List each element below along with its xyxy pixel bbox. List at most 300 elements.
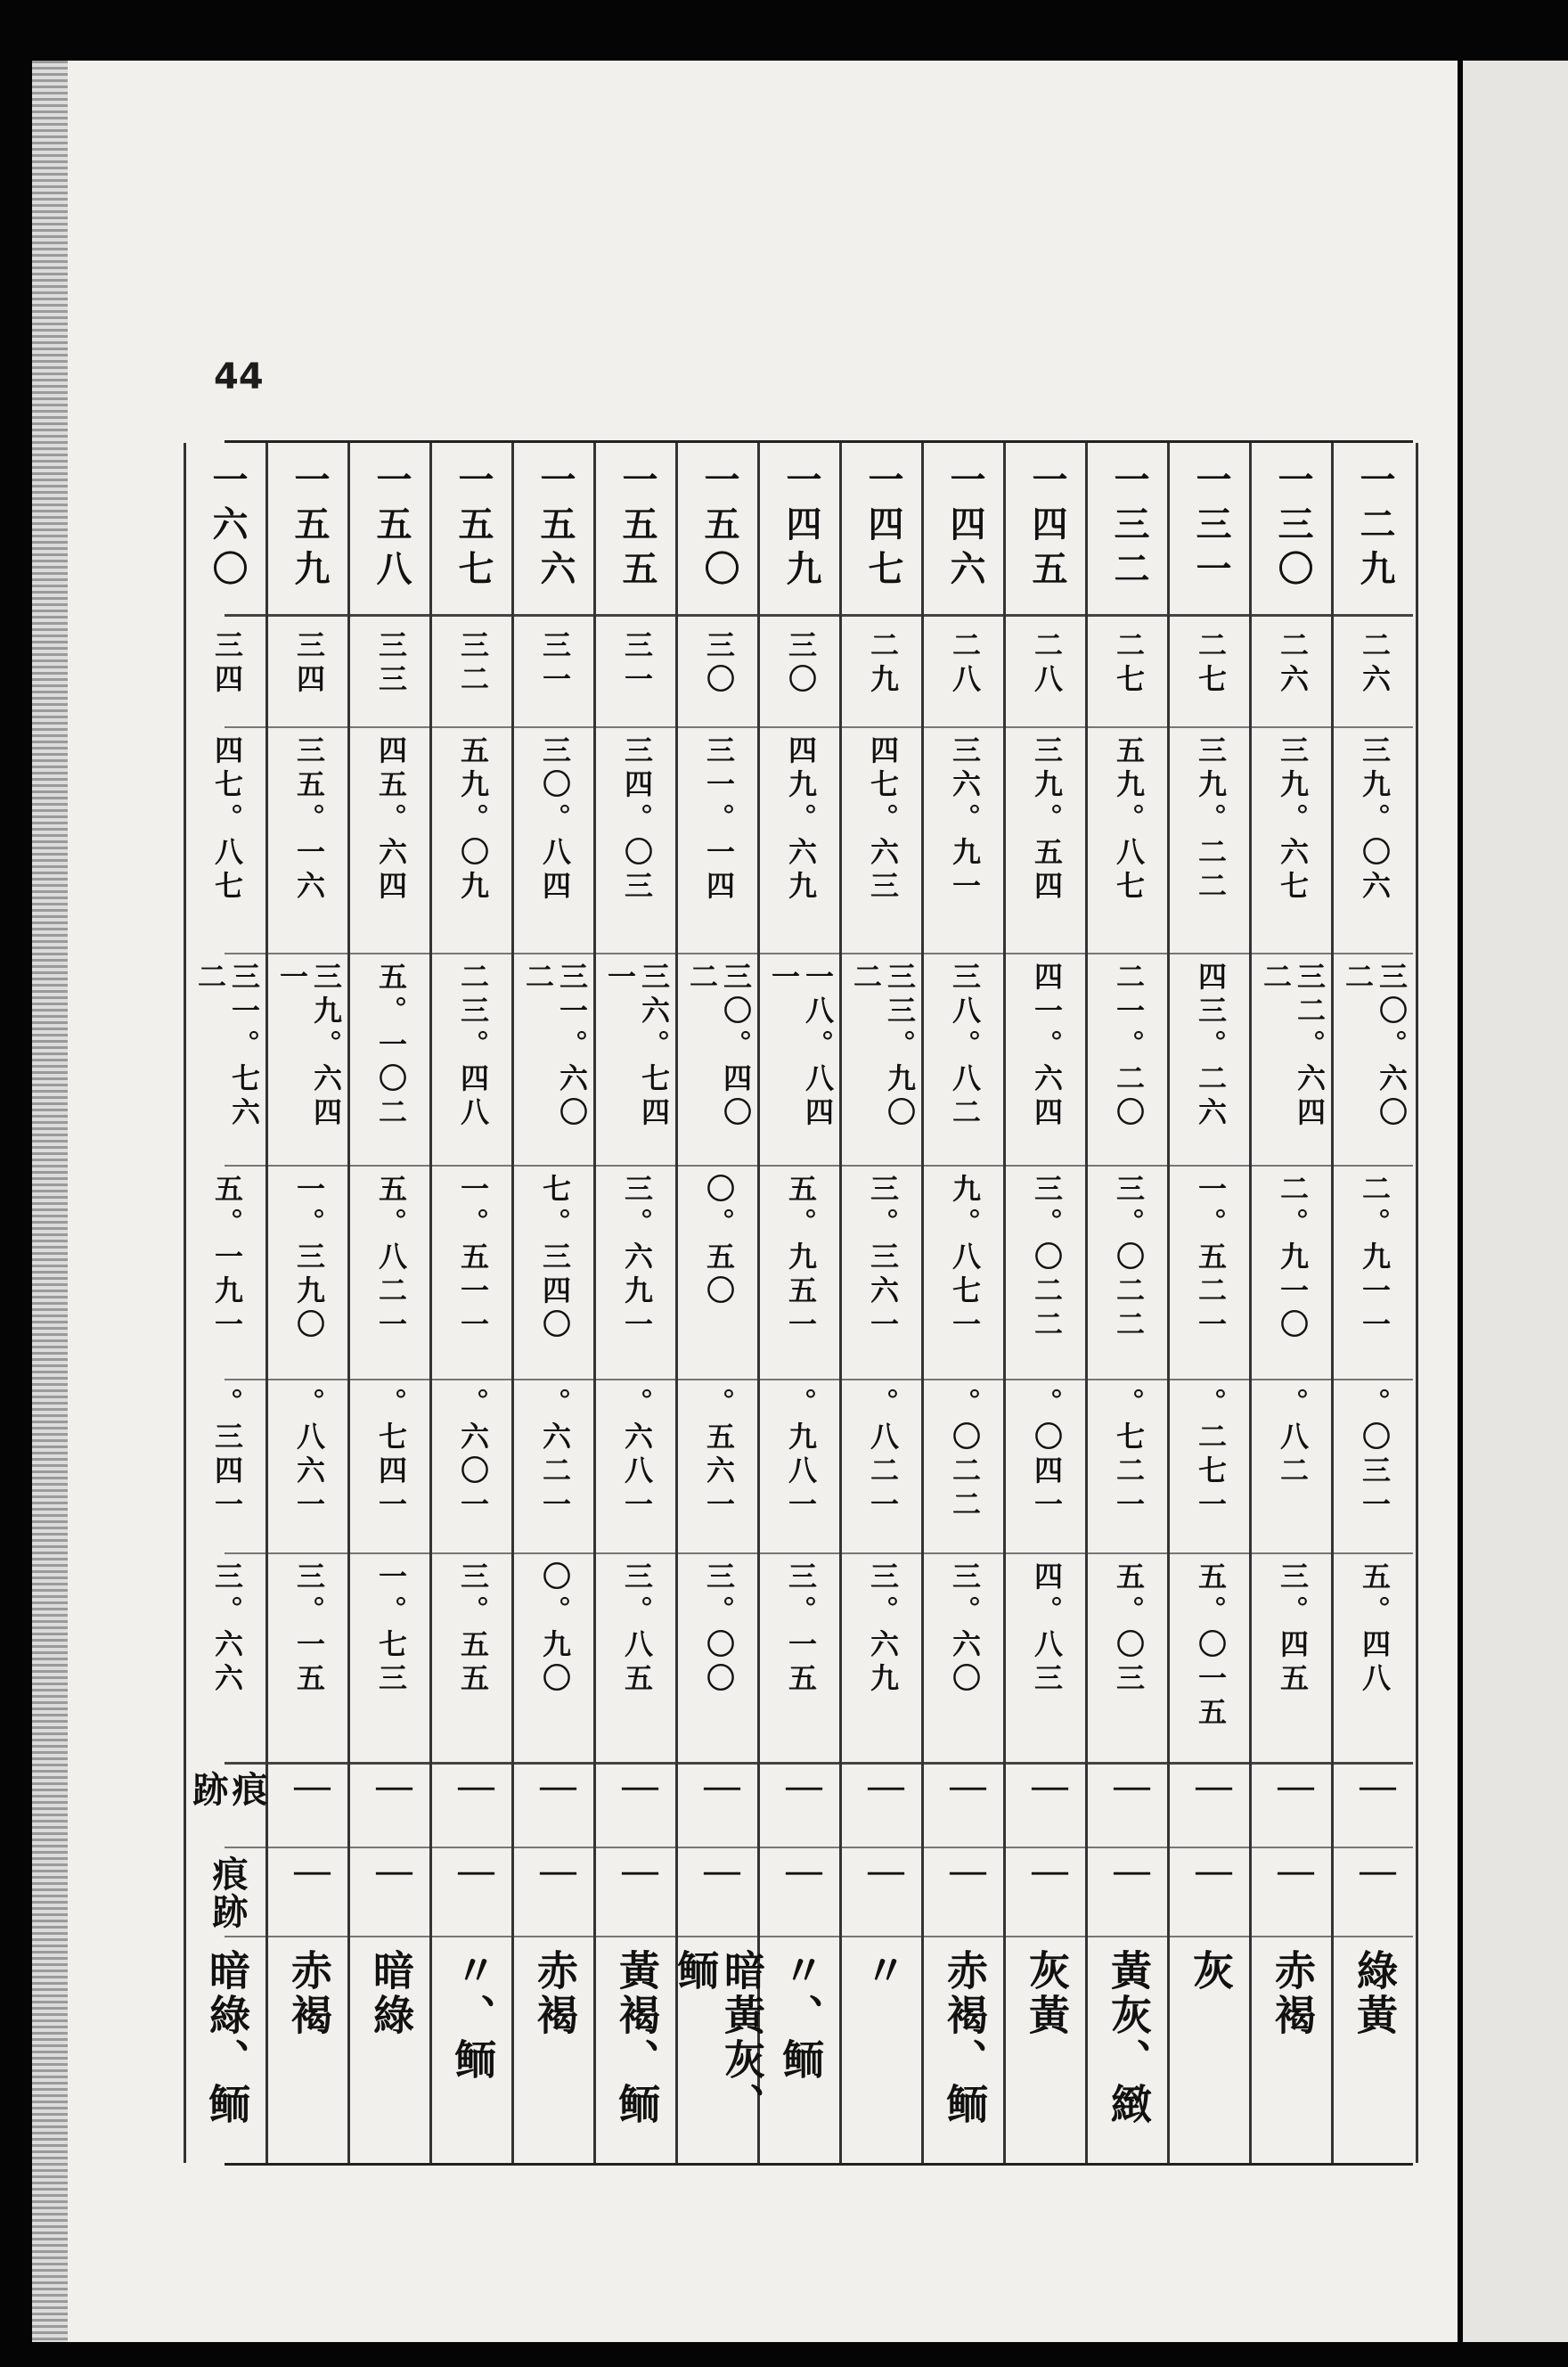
cell-text: 五。〇三 xyxy=(1112,1561,1146,1697)
cell-text: 〃、鲕 xyxy=(449,1949,497,2083)
cell-text: 三六。七四一 xyxy=(603,962,671,1131)
cell-text: 四。八三 xyxy=(1030,1561,1064,1697)
cell-text: 三九。六七 xyxy=(1276,735,1310,905)
cell-text: 二八 xyxy=(948,630,982,698)
cell-text: 七。三四〇 xyxy=(538,1174,572,1343)
table-cell-b xyxy=(924,735,1006,949)
cell-text: 四五。六四 xyxy=(374,735,408,905)
cell-text: 三一。七六二 xyxy=(193,962,261,1131)
cell-text: 三二。六四二 xyxy=(1259,962,1327,1131)
cell-text: 。八二一 xyxy=(866,1388,900,1523)
cell-text: 五。一九一 xyxy=(210,1174,244,1343)
table-cell-color xyxy=(672,1949,766,2158)
cell-text: 一八。八四一 xyxy=(767,962,835,1131)
cell-text: ｜ xyxy=(1026,1855,1068,1893)
table-cell-g xyxy=(760,1771,842,1844)
table-cell-e xyxy=(186,1388,268,1550)
table-cell-id xyxy=(678,461,760,612)
cell-text: ｜ xyxy=(617,1771,658,1808)
table-cell-a xyxy=(596,630,678,726)
table-cell-a xyxy=(1088,630,1170,726)
table-cell-b xyxy=(268,735,350,949)
table-cell-f xyxy=(1252,1561,1334,1759)
cell-text: 四九。六九 xyxy=(784,735,818,905)
table-column xyxy=(265,443,350,2163)
table-cell-e xyxy=(1334,1388,1416,1550)
table-cell-g xyxy=(1170,1771,1252,1844)
table-cell-e xyxy=(432,1388,514,1550)
cell-text: 二。九一〇 xyxy=(1276,1174,1310,1343)
table-cell-c xyxy=(842,962,924,1162)
table-cell-id xyxy=(186,461,268,612)
cell-text: 灰黃 xyxy=(1023,1949,1071,2038)
table-cell-f xyxy=(432,1561,514,1759)
table-column xyxy=(511,443,596,2163)
data-table xyxy=(187,440,1413,2166)
cell-text: ｜ xyxy=(289,1855,331,1893)
cell-text: 一四七 xyxy=(862,461,903,594)
table-column xyxy=(672,443,766,2163)
cell-text: 灰 xyxy=(1187,1949,1235,1994)
cell-text: 三。八五 xyxy=(620,1561,654,1697)
table-column xyxy=(757,443,842,2163)
cell-text: 一。三九〇 xyxy=(292,1174,326,1343)
table-column xyxy=(1003,443,1088,2163)
table-cell-f xyxy=(268,1561,350,1759)
table-cell-id xyxy=(514,461,596,612)
cell-text: 五。四八 xyxy=(1358,1561,1392,1697)
table-column xyxy=(184,443,268,2163)
cell-text: 三。六九一 xyxy=(620,1174,654,1343)
table-cell-color xyxy=(1334,1949,1416,2158)
cell-text: 一五六 xyxy=(535,461,576,594)
cell-text: 。八六一 xyxy=(292,1388,326,1523)
cell-text: 二七 xyxy=(1194,630,1228,698)
cell-text: 三〇 xyxy=(784,630,818,698)
table-cell-g xyxy=(1252,1771,1334,1844)
table-cell-a xyxy=(350,630,432,726)
table-cell-color xyxy=(760,1949,842,2158)
table-cell-h xyxy=(760,1855,842,1934)
cell-text: ｜ xyxy=(453,1855,494,1893)
table-cell-d xyxy=(678,1174,760,1377)
table-column xyxy=(347,443,432,2163)
table-cell-g xyxy=(186,1771,268,1844)
table-cell-c xyxy=(432,962,514,1162)
cell-text: 一四五 xyxy=(1026,461,1067,594)
table-cell-id xyxy=(924,461,1006,612)
table-cell-g xyxy=(678,1771,760,1844)
table-column xyxy=(1249,443,1334,2163)
table-cell-b xyxy=(514,735,596,949)
cell-text: 三〇 xyxy=(702,630,736,698)
table-cell-f xyxy=(760,1561,842,1759)
cell-text: 三九。〇六 xyxy=(1358,735,1392,905)
cell-text: ｜ xyxy=(1108,1771,1150,1808)
table-cell-f xyxy=(186,1561,268,1759)
table-cell-b xyxy=(596,735,678,949)
cell-text: 五。八二一 xyxy=(374,1174,408,1343)
table-cell-d xyxy=(842,1174,924,1377)
table-cell-e xyxy=(924,1388,1006,1550)
table-cell-h xyxy=(514,1855,596,1934)
table-cell-b xyxy=(1334,735,1416,949)
cell-text: ｜ xyxy=(1190,1855,1232,1893)
table-cell-h xyxy=(678,1855,760,1934)
cell-text: ｜ xyxy=(862,1855,904,1893)
table-cell-e xyxy=(1252,1388,1334,1550)
table-cell-g xyxy=(596,1771,678,1844)
cell-text: ｜ xyxy=(1026,1771,1068,1808)
table-cell-b xyxy=(350,735,432,949)
cell-text: 一三一 xyxy=(1190,461,1231,594)
cell-text: ｜ xyxy=(617,1855,658,1893)
cell-text: 黃褐、鲕 xyxy=(613,1949,661,2127)
table-cell-f xyxy=(1006,1561,1088,1759)
table-cell-g xyxy=(514,1771,596,1844)
cell-text: 痕跡 xyxy=(187,1771,268,1808)
table-cell-c xyxy=(1334,962,1416,1162)
cell-text: 五九。八七 xyxy=(1112,735,1146,905)
table-cell-g xyxy=(842,1771,924,1844)
table-cell-b xyxy=(1170,735,1252,949)
cell-text: 四七。六三 xyxy=(866,735,900,905)
table-cell-f xyxy=(924,1561,1006,1759)
table-cell-f xyxy=(596,1561,678,1759)
table-cell-f xyxy=(842,1561,924,1759)
table-cell-h xyxy=(1088,1855,1170,1934)
cell-text: 三〇。六〇二 xyxy=(1341,962,1409,1131)
table-cell-id xyxy=(760,461,842,612)
cell-text: 四一。六四 xyxy=(1030,962,1064,1131)
cell-text: 二六 xyxy=(1358,630,1392,698)
cell-text: 三五。一六 xyxy=(292,735,326,905)
cell-text: 三。〇二二 xyxy=(1112,1174,1146,1343)
table-cell-a xyxy=(432,630,514,726)
table-cell-f xyxy=(1170,1561,1252,1759)
table-cell-c xyxy=(1252,962,1334,1162)
table-cell-g xyxy=(1006,1771,1088,1844)
cell-text: 三四 xyxy=(292,630,326,698)
table-cell-g xyxy=(432,1771,514,1844)
cell-text: ｜ xyxy=(862,1771,904,1808)
cell-text: 。〇二二 xyxy=(948,1388,982,1523)
table-cell-c xyxy=(268,962,350,1162)
cell-text: 。七二一 xyxy=(1112,1388,1146,1523)
cell-text: ｜ xyxy=(1272,1771,1314,1808)
table-cell-c xyxy=(1088,962,1170,1162)
cell-text: 三一。六〇二 xyxy=(521,962,589,1131)
table-cell-c xyxy=(350,962,432,1162)
cell-text: 三。一五 xyxy=(784,1561,818,1697)
cell-text: ｜ xyxy=(780,1855,822,1893)
table-cell-color xyxy=(1252,1949,1334,2158)
table-cell-h xyxy=(924,1855,1006,1934)
cell-text: 。〇三一 xyxy=(1358,1388,1392,1523)
table-cell-d xyxy=(432,1174,514,1377)
table-cell-f xyxy=(1088,1561,1170,1759)
table-cell-e xyxy=(1170,1388,1252,1550)
cell-text: 二。九一一 xyxy=(1358,1174,1392,1343)
cell-text: ｜ xyxy=(371,1771,412,1808)
cell-text: 三〇。四〇二 xyxy=(685,962,753,1131)
table-cell-f xyxy=(678,1561,760,1759)
table-cell-h xyxy=(1170,1855,1252,1934)
cell-text: 一四六 xyxy=(944,461,985,594)
cell-text: 〇。九〇 xyxy=(538,1561,572,1697)
table-cell-color xyxy=(186,1949,268,2158)
cell-text: 三四。〇三 xyxy=(620,735,654,905)
cell-text: ｜ xyxy=(535,1771,576,1808)
table-cell-h xyxy=(268,1855,350,1934)
page-number: 44 xyxy=(214,356,264,397)
cell-text: 三。六九 xyxy=(866,1561,900,1697)
table-cell-b xyxy=(186,735,268,949)
cell-text: 三一。一四 xyxy=(702,735,736,905)
cell-text: 一五五 xyxy=(617,461,657,594)
table-cell-b xyxy=(1006,735,1088,949)
cell-text: ｜ xyxy=(698,1771,740,1808)
cell-text: ｜ xyxy=(780,1771,822,1808)
cell-text: 一。五二一 xyxy=(1194,1174,1228,1343)
cell-text: ｜ xyxy=(1354,1771,1396,1808)
table-column xyxy=(593,443,678,2163)
table-column xyxy=(921,443,1006,2163)
adjacent-page-edge xyxy=(1463,61,1568,2342)
table-cell-b xyxy=(760,735,842,949)
table-cell-color xyxy=(842,1949,924,2158)
cell-text: ｜ xyxy=(1272,1855,1314,1893)
table-cell-color xyxy=(596,1949,678,2158)
table-cell-c xyxy=(186,962,268,1162)
cell-text: 綠黃 xyxy=(1351,1949,1399,2038)
table-cell-a xyxy=(1170,630,1252,726)
cell-text: 三。六〇 xyxy=(948,1561,982,1697)
cell-text: 一五〇 xyxy=(698,461,739,594)
table-cell-id xyxy=(596,461,678,612)
table-cell-id xyxy=(350,461,432,612)
cell-text: 三〇。八四 xyxy=(538,735,572,905)
cell-text: 四三。二六 xyxy=(1194,962,1228,1131)
table-cell-a xyxy=(268,630,350,726)
cell-text: 四七。八七 xyxy=(210,735,244,905)
table-cell-h xyxy=(1334,1855,1416,1934)
cell-text: 。七四一 xyxy=(374,1388,408,1523)
cell-text: 三。〇〇 xyxy=(702,1561,736,1697)
table-cell-id xyxy=(1088,461,1170,612)
table-cell-h xyxy=(1252,1855,1334,1934)
table-cell-e xyxy=(842,1388,924,1550)
table-cell-d xyxy=(1170,1174,1252,1377)
cell-text: 黃灰、緻 xyxy=(1105,1949,1153,2127)
table-cell-d xyxy=(350,1174,432,1377)
cell-text: 三六。九一 xyxy=(948,735,982,905)
table-cell-h xyxy=(1006,1855,1088,1934)
cell-text: 赤褐 xyxy=(285,1949,333,2038)
table-cell-a xyxy=(678,630,760,726)
table-cell-d xyxy=(1006,1174,1088,1377)
cell-text: ｜ xyxy=(453,1771,494,1808)
table-cell-c xyxy=(760,962,842,1162)
cell-text: 。九八一 xyxy=(784,1388,818,1523)
table-cell-b xyxy=(1088,735,1170,949)
cell-text: 二一。二〇 xyxy=(1112,962,1146,1131)
cell-text: 九。八七一 xyxy=(948,1174,982,1343)
cell-text: 。〇四一 xyxy=(1030,1388,1064,1523)
cell-text: ｜ xyxy=(944,1855,986,1893)
table-cell-h xyxy=(432,1855,514,1934)
table-cell-g xyxy=(350,1771,432,1844)
cell-text: 痕跡 xyxy=(207,1855,249,1930)
table-cell-a xyxy=(1006,630,1088,726)
table-cell-id xyxy=(1334,461,1416,612)
table-cell-e xyxy=(350,1388,432,1550)
table-cell-id xyxy=(1170,461,1252,612)
table-cell-b xyxy=(678,735,760,949)
cell-text: 三三。九〇二 xyxy=(849,962,917,1131)
table-cell-e xyxy=(1006,1388,1088,1550)
cell-text: 赤褐 xyxy=(1269,1949,1317,2038)
table-cell-d xyxy=(268,1174,350,1377)
cell-text: 一。五一一 xyxy=(456,1174,490,1343)
table-cell-e xyxy=(1088,1388,1170,1550)
cell-text: 二三。四八 xyxy=(456,962,490,1131)
table-cell-c xyxy=(514,962,596,1162)
table-cell-c xyxy=(596,962,678,1162)
table-cell-b xyxy=(1252,735,1334,949)
cell-text: ｜ xyxy=(371,1855,412,1893)
table-cell-a xyxy=(842,630,924,726)
cell-text: 。三四一 xyxy=(210,1388,244,1523)
table-column xyxy=(1167,443,1252,2163)
cell-text: 三一 xyxy=(620,630,654,698)
cell-text: ｜ xyxy=(535,1855,576,1893)
table-cell-color xyxy=(268,1949,350,2158)
cell-text: 赤褐、鲕 xyxy=(941,1949,989,2127)
table-cell-h xyxy=(186,1855,268,1934)
cell-text: 〇。五〇 xyxy=(702,1174,736,1309)
table-cell-h xyxy=(842,1855,924,1934)
cell-text: ｜ xyxy=(1190,1771,1232,1808)
cell-text: ｜ xyxy=(698,1855,740,1893)
table-cell-f xyxy=(1334,1561,1416,1759)
table-cell-d xyxy=(760,1174,842,1377)
cell-text: ｜ xyxy=(944,1771,986,1808)
cell-text: 一五七 xyxy=(453,461,494,594)
cell-text: 三。四五 xyxy=(1276,1561,1310,1697)
cell-text: 五九。〇九 xyxy=(456,735,490,905)
table-cell-d xyxy=(1334,1174,1416,1377)
table-cell-d xyxy=(924,1174,1006,1377)
table-cell-c xyxy=(1006,962,1088,1162)
table-cell-id xyxy=(432,461,514,612)
table-cell-color xyxy=(432,1949,514,2158)
cell-text: 。二七一 xyxy=(1194,1388,1228,1523)
cell-text: 。五六一 xyxy=(702,1388,736,1523)
table-cell-a xyxy=(186,630,268,726)
table-cell-a xyxy=(1252,630,1334,726)
table-column xyxy=(839,443,924,2163)
table-cell-g xyxy=(924,1771,1006,1844)
table-cell-d xyxy=(1088,1174,1170,1377)
table-cell-h xyxy=(350,1855,432,1934)
cell-text: 〃、鲕 xyxy=(777,1949,825,2083)
table-cell-e xyxy=(268,1388,350,1550)
cell-text: ｜ xyxy=(1354,1855,1396,1893)
cell-text: 三一 xyxy=(538,630,572,698)
table-cell-id xyxy=(1006,461,1088,612)
cell-text: 五。一〇二 xyxy=(374,962,408,1131)
cell-text: 一。七三 xyxy=(374,1561,408,1697)
table-cell-e xyxy=(596,1388,678,1550)
table-cell-id xyxy=(268,461,350,612)
cell-text: 二六 xyxy=(1276,630,1310,698)
cell-text: 一二九 xyxy=(1354,461,1395,594)
table-column xyxy=(1331,443,1418,2163)
cell-text: 。六〇一 xyxy=(456,1388,490,1523)
table-cell-color xyxy=(924,1949,1006,2158)
table-cell-a xyxy=(514,630,596,726)
cell-text: 一三二 xyxy=(1108,461,1149,594)
table-cell-g xyxy=(1334,1771,1416,1844)
table-cell-color xyxy=(1088,1949,1170,2158)
table-cell-d xyxy=(596,1174,678,1377)
table-cell-f xyxy=(514,1561,596,1759)
cell-text: 一三〇 xyxy=(1272,461,1313,594)
table-cell-d xyxy=(514,1174,596,1377)
table-cell-b xyxy=(432,735,514,949)
table-cell-color xyxy=(514,1949,596,2158)
cell-text: 三。五五 xyxy=(456,1561,490,1697)
table-cell-c xyxy=(924,962,1006,1162)
cell-text: 三二 xyxy=(456,630,490,698)
table-cell-e xyxy=(678,1388,760,1550)
cell-text: 三九。五四 xyxy=(1030,735,1064,905)
cell-text: 三四 xyxy=(210,630,244,698)
table-cell-a xyxy=(924,630,1006,726)
cell-text: 三。三六一 xyxy=(866,1174,900,1343)
cell-text: 二九 xyxy=(866,630,900,698)
cell-text: 一六〇 xyxy=(207,461,248,594)
cell-text: 一五九 xyxy=(289,461,330,594)
cell-text: 。八二 xyxy=(1276,1388,1310,1489)
cell-text: 三。〇二二 xyxy=(1030,1174,1064,1343)
cell-text: 三八。八二 xyxy=(948,962,982,1131)
table-cell-d xyxy=(186,1174,268,1377)
table-column xyxy=(429,443,514,2163)
cell-text: 三三 xyxy=(374,630,408,698)
cell-text: ｜ xyxy=(1108,1855,1150,1893)
table-cell-a xyxy=(760,630,842,726)
table-cell-g xyxy=(1088,1771,1170,1844)
table-cell-color xyxy=(1006,1949,1088,2158)
cell-text: 三九。六四一 xyxy=(275,962,343,1131)
table-cell-id xyxy=(842,461,924,612)
cell-text: 。六八一 xyxy=(620,1388,654,1523)
cell-text: 三九。二二 xyxy=(1194,735,1228,905)
table-cell-f xyxy=(350,1561,432,1759)
cell-text: 二八 xyxy=(1030,630,1064,698)
cell-text: 暗綠 xyxy=(367,1949,415,2038)
table-cell-c xyxy=(678,962,760,1162)
table-cell-e xyxy=(514,1388,596,1550)
table-cell-h xyxy=(596,1855,678,1934)
table-cell-e xyxy=(760,1388,842,1550)
cell-text: 三。一五 xyxy=(292,1561,326,1697)
table-cell-color xyxy=(1170,1949,1252,2158)
cell-text: ｜ xyxy=(289,1771,331,1808)
cell-text: 三。六六 xyxy=(210,1561,244,1697)
